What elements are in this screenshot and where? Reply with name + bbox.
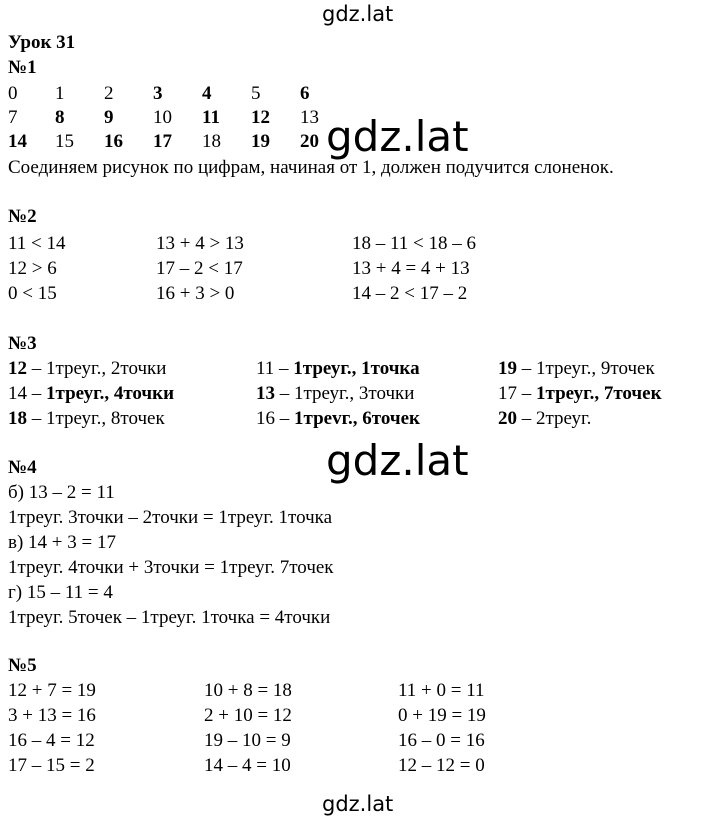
- task3-description: 1треvг., 6точек: [294, 408, 420, 429]
- task1-number: 0: [8, 83, 18, 104]
- task1-number: 19: [251, 131, 270, 152]
- task1-note: Соединяем рисунок по цифрам, начиная от 1, должен подучится слоненок.: [8, 157, 614, 178]
- watermark-middle-2: gdz.lat: [326, 436, 469, 485]
- task2-comparison: 16 + 3 > 0: [156, 283, 235, 304]
- task3-entry: [8, 408, 165, 430]
- task1-number: 9: [104, 107, 114, 128]
- task3-entry: [498, 408, 591, 430]
- task4-line: б) 13 – 2 = 11: [8, 482, 115, 503]
- task1-number: 13: [300, 107, 319, 128]
- task1-number: 18: [202, 131, 221, 152]
- task3-description: 1треуг., 4точки: [46, 383, 175, 404]
- task3-number: 13: [256, 383, 275, 404]
- task3-description: 1треуг., 1точка: [293, 358, 420, 379]
- task3-description: 2треуг.: [536, 408, 592, 429]
- task1-number: 3: [153, 83, 163, 104]
- task5-equation: 3 + 13 = 16: [8, 705, 96, 726]
- task4-line: 1треуг. 5точек – 1треуг. 1точка = 4точки: [8, 607, 331, 628]
- task3-description: 1треуг., 3точки: [294, 383, 415, 404]
- task1-number: 5: [251, 83, 261, 104]
- task4-heading: №4: [8, 457, 37, 478]
- task3-heading: №3: [8, 333, 37, 354]
- task1-number: 1: [55, 83, 65, 104]
- task3-entry: [256, 408, 420, 430]
- task5-equation: 19 – 10 = 9: [204, 730, 291, 751]
- task1-number: 14: [8, 131, 27, 152]
- task2-comparison: 14 – 2 < 17 – 2: [352, 283, 468, 304]
- task3-number: 16: [256, 408, 275, 429]
- task5-equation: 0 + 19 = 19: [398, 705, 486, 726]
- task4-line: в) 14 + 3 = 17: [8, 532, 116, 553]
- task2-comparison: 18 – 11 < 18 – 6: [352, 233, 477, 254]
- task1-heading: №1: [8, 57, 37, 78]
- task1-number: 17: [153, 131, 172, 152]
- task5-equation: 14 – 4 = 10: [204, 755, 291, 776]
- task2-comparison: 12 > 6: [8, 258, 57, 279]
- task3-entry: [498, 383, 662, 405]
- task4-line: 1треуг. 4точки + 3точки = 1треуг. 7точек: [8, 557, 334, 578]
- task3-entry: [256, 358, 420, 380]
- task4-line: г) 15 – 11 = 4: [8, 582, 113, 603]
- task3-description: 1треуг., 7точек: [536, 383, 662, 404]
- task3-entry: [8, 358, 166, 380]
- task2-comparison: 13 + 4 = 4 + 13: [352, 258, 470, 279]
- task2-comparison: 11 < 14: [8, 233, 66, 254]
- task3-description: 1треуг., 2точки: [46, 358, 167, 379]
- watermark-middle-1: gdz.lat: [326, 112, 469, 161]
- task3-number: 11: [256, 358, 275, 379]
- task3-dash: –: [274, 358, 294, 379]
- task3-dash: –: [517, 358, 536, 379]
- task1-number: 12: [251, 107, 270, 128]
- task3-number: 20: [498, 408, 517, 429]
- task3-description: 1треуг., 9точек: [536, 358, 655, 379]
- task2-comparison: 0 < 15: [8, 283, 57, 304]
- task2-comparison: 13 + 4 > 13: [156, 233, 244, 254]
- task1-number: 6: [300, 83, 310, 104]
- task3-dash: –: [27, 383, 46, 404]
- task5-equation: 16 – 4 = 12: [8, 730, 95, 751]
- task1-number: 2: [104, 83, 114, 104]
- task3-number: 14: [8, 383, 27, 404]
- task3-entry: [8, 383, 174, 405]
- task5-equation: 12 – 12 = 0: [398, 755, 485, 776]
- task1-number: 20: [300, 131, 319, 152]
- task1-number: 15: [55, 131, 74, 152]
- task5-equation: 17 – 15 = 2: [8, 755, 95, 776]
- task4-line: 1треуг. 3точки – 2точки = 1треуг. 1точка: [8, 507, 333, 528]
- task3-dash: –: [27, 358, 46, 379]
- task1-number: 10: [153, 107, 172, 128]
- task5-equation: 12 + 7 = 19: [8, 680, 96, 701]
- task1-number: 8: [55, 107, 65, 128]
- task1-number: 4: [202, 83, 212, 104]
- watermark-bottom: gdz.lat: [322, 792, 394, 816]
- task2-comparison: 17 – 2 < 17: [156, 258, 243, 279]
- task1-number: 7: [8, 107, 18, 128]
- task3-dash: –: [27, 408, 46, 429]
- task1-number: 16: [104, 131, 123, 152]
- task1-number: 11: [202, 107, 220, 128]
- task3-entry: [256, 383, 414, 405]
- task3-number: 17: [498, 383, 517, 404]
- watermark-top: gdz.lat: [322, 2, 394, 26]
- task5-equation: 10 + 8 = 18: [204, 680, 292, 701]
- task3-entry: [498, 358, 655, 380]
- task3-number: 19: [498, 358, 517, 379]
- lesson-title: Урок 31: [8, 32, 76, 53]
- task2-heading: №2: [8, 206, 37, 227]
- task3-dash: –: [517, 408, 536, 429]
- task3-dash: –: [517, 383, 536, 404]
- task3-dash: –: [275, 383, 294, 404]
- task3-number: 12: [8, 358, 27, 379]
- task5-equation: 2 + 10 = 12: [204, 705, 292, 726]
- task5-equation: 11 + 0 = 11: [398, 680, 485, 701]
- task3-description: 1треуг., 8точек: [46, 408, 165, 429]
- task5-equation: 16 – 0 = 16: [398, 730, 485, 751]
- task3-number: 18: [8, 408, 27, 429]
- task5-heading: №5: [8, 655, 37, 676]
- task3-dash: –: [275, 408, 294, 429]
